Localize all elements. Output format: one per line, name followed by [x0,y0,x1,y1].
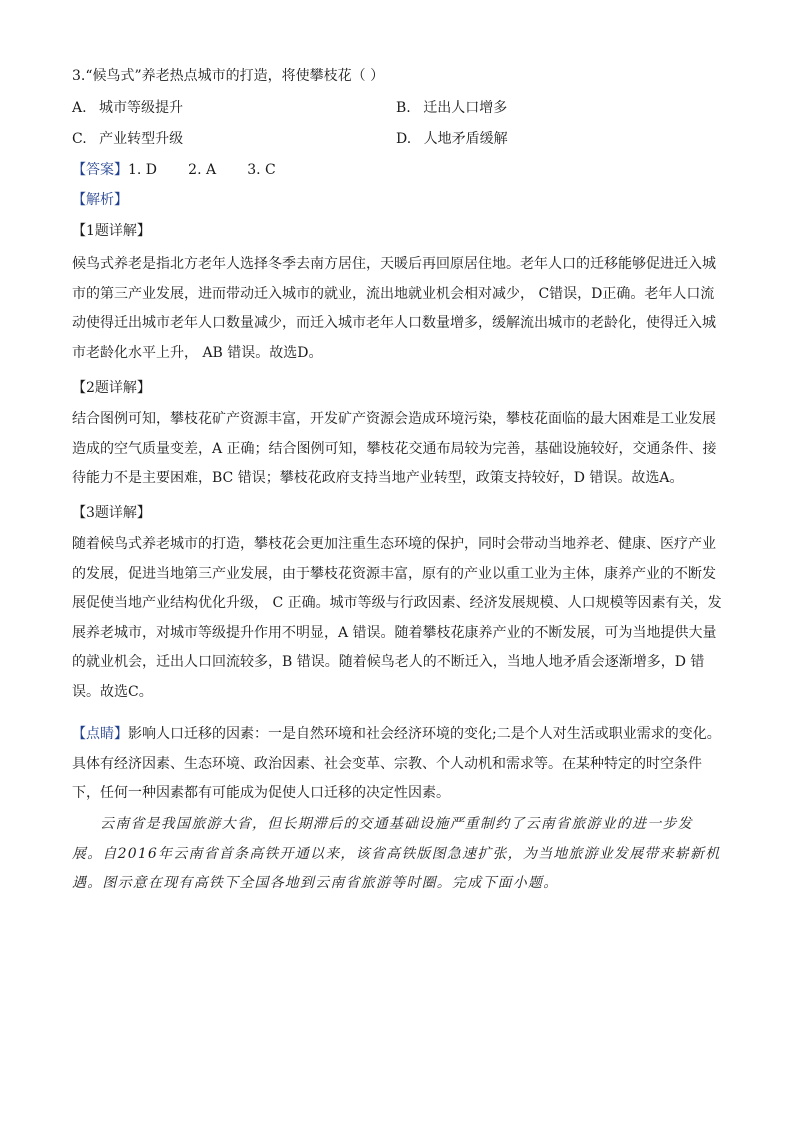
q2-explanation: 结合图例可知，攀枝花矿产资源丰富，开发矿产资源会造成环境污染，攀枝花面临的最大困难是工业发展造成的空气质量变差，A 正确；结合图例可知，攀枝花交通布局较为完善，基础设施较好，交通条件、接待能力不是主要困难，BC 错误；攀枝花政府支持当地产业转型，政策支持较好，D 错误。故选A。 [72,411,717,486]
answer-line [72,160,720,180]
option-d [396,129,508,149]
question-stem: 3.“候鸟式”养老热点城市的打造，将使攀枝花（ ） [72,68,385,84]
tip-text: 影响人口迁移的因素：一是自然环境和社会经济环境的变化;二是个人对生活或职业需求的变化。具体有经济因素、生态环境、政治因素、社会变革、宗教、个人动机和需求等。在某种特定的时空条件下，任何一种因素都有可能成为促使人口迁移的决定性因素。 [72,726,721,801]
option-text: 人地矛盾缓解 [423,131,508,147]
q1-heading: 【1题详解】 [72,223,151,239]
option-b [396,98,507,118]
analysis-tag: 【解析】 [72,192,128,208]
option-text: 城市等级提升 [99,100,184,116]
next-material-paragraph: 云南省是我国旅游大省，但长期滞后的交通基础设施严重制约了云南省旅游业的进一步发展。自2016年云南省首条高铁开通以来，该省高铁版图急速扩张，为当地旅游业发展带来崭新机遇。图示意在现有高铁下全国各地到云南省旅游等时圈。完成下面小题。 [72,816,721,891]
option-text: 产业转型升级 [99,131,184,147]
option-c [72,129,183,149]
option-a [72,98,183,118]
option-letter: C. [72,131,87,147]
answer-tag: 【答案】 [72,162,128,178]
analysis-heading [72,190,720,210]
answer-text: 1. D 2. A 3. C [128,162,276,178]
option-letter: D. [396,131,412,147]
option-letter: A. [72,100,87,116]
option-text: 迁出人口增多 [423,100,508,116]
q3-explanation: 随着候鸟式养老城市的打造，攀枝花会更加注重生态环境的保护，同时会带动当地养老、健康、医疗产业的发展，促进当地第三产业发展，由于攀枝花资源丰富，原有的产业以重工业为主体，康养产业的不断发展促使当地产业结构优化升级， C 正确。城市等级与行政因素、经济发展规模、人口规模等因素有关，发展养老城市，对城市等级提升作用不明显，A 错误。随着攀枝花康养产业的不断发展，可为当地提供大量的就业机会，迁出人口回流较多，B 错误。随着候鸟老人的不断迁入，当地人地矛盾会逐渐增多，D 错误。故选C。 [72,536,722,700]
option-letter: B. [396,100,411,116]
q3-heading: 【3题详解】 [72,505,151,521]
q1-explanation: 候鸟式养老是指北方老年人选择冬季去南方居住，天暖后再回原居住地。老年人口的迁移能够促进迁入城市的第三产业发展，进而带动迁入城市的就业，流出地就业机会相对减少， C错误，D正确。老年人口流动使得迁出城市老年人口数量减少，而迁入城市老年人口数量增多，缓解流出城市的老龄化，使得迁入城市老龄化水平上升， AB 错误。故选D。 [72,256,716,361]
q2-heading: 【2题详解】 [72,380,151,396]
tip-tag: 【点睛】 [72,726,128,742]
tip-paragraph [72,720,722,809]
